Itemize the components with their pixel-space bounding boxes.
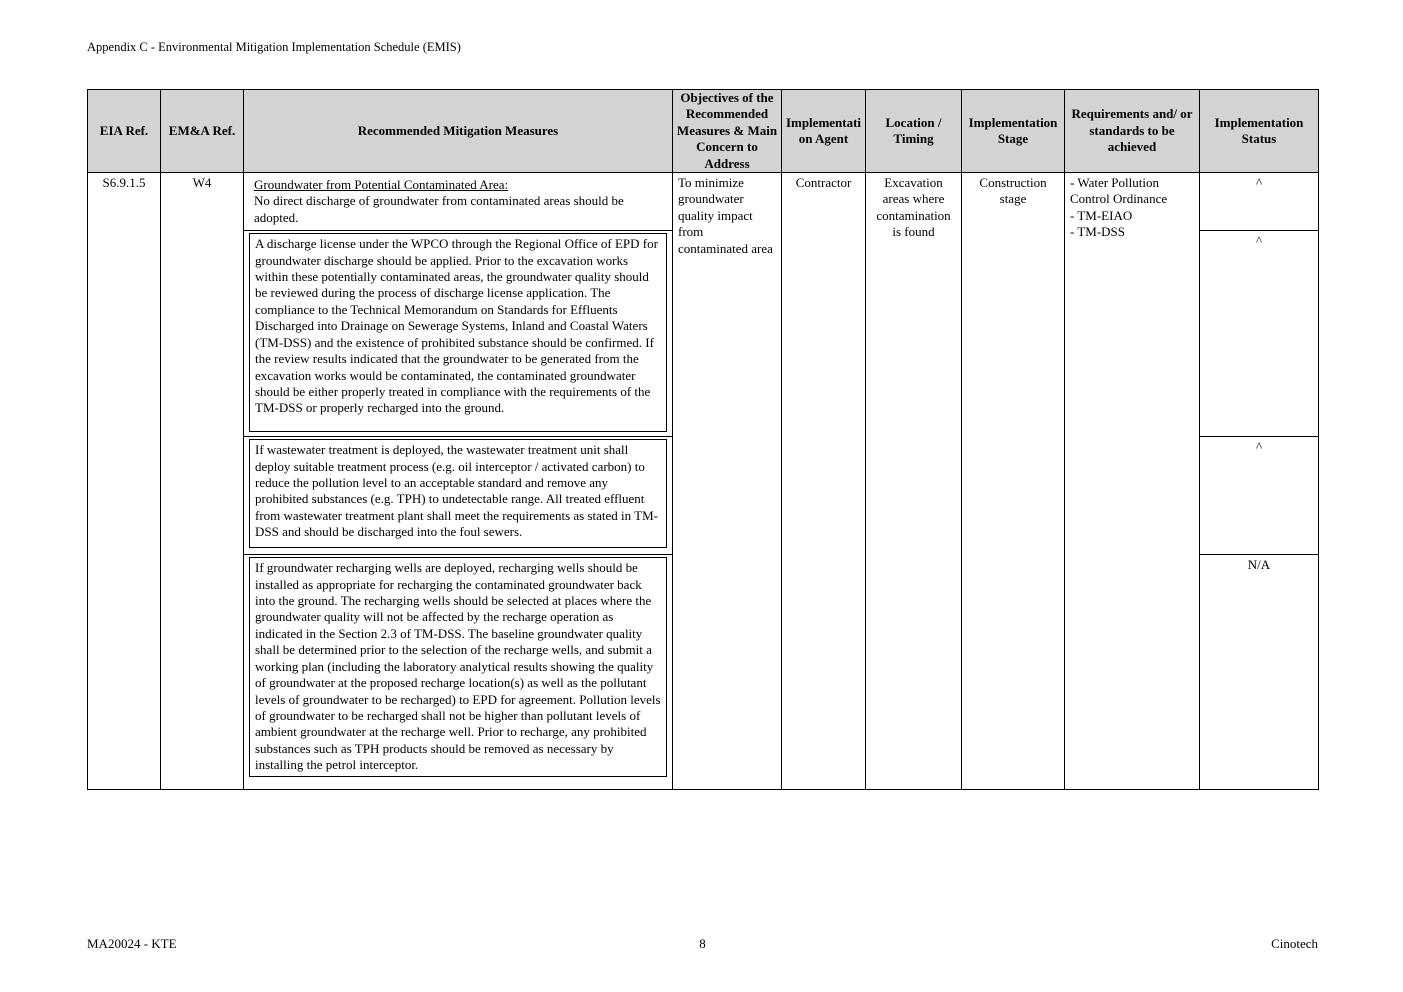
cell-status-3: ^ (1200, 437, 1319, 555)
measure-2-text: A discharge license under the WPCO through the Regional Office of EPD for groundwater discharge should be applied. Prior to the excavation works within these potentially contaminated areas, the groundwater quality should be reviewed during the process of discharge license application. The compliance to the Technical Memorandum on Standards for Effluents Discharged into Drainage on Sewerage Systems, Inland and Coastal Waters (TM-DSS) and the existence of prohibited substance should be confirmed. If the review results indicated that the groundwater to be generated from the excavation works would be contaminated, the contaminated groundwater should be either properly treated in compliance with the requirements of the TM-DSS or properly recharged into the ground. (249, 233, 667, 432)
cell-location-timing: Excavation areas where contamination is found (866, 173, 962, 790)
cell-status-1: ^ (1200, 173, 1319, 231)
header-implementation-agent: Implementation Agent (782, 90, 866, 173)
header-requirements: Requirements and/ or standards to be achieved (1065, 90, 1200, 173)
measure-1-text: No direct discharge of groundwater from contaminated areas should be adopted. (254, 193, 624, 225)
cell-requirements (1065, 173, 1200, 790)
cell-eia-ref: S6.9.1.5 (88, 173, 161, 790)
header-ema-ref: EM&A Ref. (161, 90, 244, 173)
measure-3-text: If wastewater treatment is deployed, the wastewater treatment unit shall deploy suitable treatment process (e.g. oil interceptor / activated carbon) to reduce the pollution level to an acceptable standard and remove any prohibited substances (e.g. TPH) to undetectable range. All treated effluent from wastewater treatment plant shall meet the requirements as stated in TM-DSS and should be discharged into the foul sewers. (249, 439, 667, 548)
cell-implementation-stage: Construction stage (962, 173, 1065, 790)
header-implementation-status: Implementation Status (1200, 90, 1319, 173)
header-objectives: Objectives of the Recommended Measures & Main Concern to Address (673, 90, 782, 173)
header-mitigation-measures: Recommended Mitigation Measures (244, 90, 673, 173)
measure-4-text: If groundwater recharging wells are deployed, recharging wells should be installed as appropriate for recharging the contaminated groundwater back into the ground. The recharging wells should be selected at places where the groundwater quality will not be affected by the recharge operation as indicated in the Section 2.3 of TM-DSS. The baseline groundwater quality shall be determined prior to the selection of the recharge wells, and submit a working plan (including the laboratory analytical results showing the quality of groundwater at the proposed recharge location(s) as well as the pollutant levels of groundwater to be recharged) to EPD for agreement. Pollution levels of groundwater to be recharged shall not be higher than pollutant levels of ambient groundwater at the recharge well. Prior to recharge, any prohibited substances such as TPH products should be removed as necessary by installing the petrol interceptor. (249, 557, 667, 777)
header-eia-ref: EIA Ref. (88, 90, 161, 173)
footer-page-number: 8 (699, 936, 706, 951)
header-location-timing: Location / Timing (866, 90, 962, 173)
appendix-title: Appendix C - Environmental Mitigation Implementation Schedule (EMIS) (87, 40, 461, 54)
cell-implementation-agent: Contractor (782, 173, 866, 790)
cell-ema-ref: W4 (161, 173, 244, 790)
table-header-row (88, 90, 1319, 173)
cell-measure-1 (244, 173, 673, 231)
cell-objectives: To minimize groundwater quality impact from contaminated area (673, 173, 782, 790)
footer-project-ref: MA20024 - KTE (87, 936, 177, 951)
page-footer (87, 936, 1318, 954)
cell-status-4: N/A (1200, 555, 1319, 790)
cell-measure-2 (244, 231, 673, 437)
header-implementation-stage: Implementation Stage (962, 90, 1065, 173)
requirement-item: - TM-DSS (1070, 224, 1126, 240)
requirement-item: - TM-EIAO (1070, 207, 1133, 223)
measure-row-1 (88, 173, 1319, 231)
cell-status-2: ^ (1200, 231, 1319, 437)
cell-measure-4 (244, 555, 673, 790)
emis-table (87, 89, 1319, 790)
measure-1-heading: Groundwater from Potential Contaminated Area: (254, 177, 509, 193)
requirement-item: - Water Pollution Control Ordinance (1070, 175, 1168, 207)
cell-measure-3 (244, 437, 673, 555)
footer-company: Cinotech (1271, 936, 1318, 951)
